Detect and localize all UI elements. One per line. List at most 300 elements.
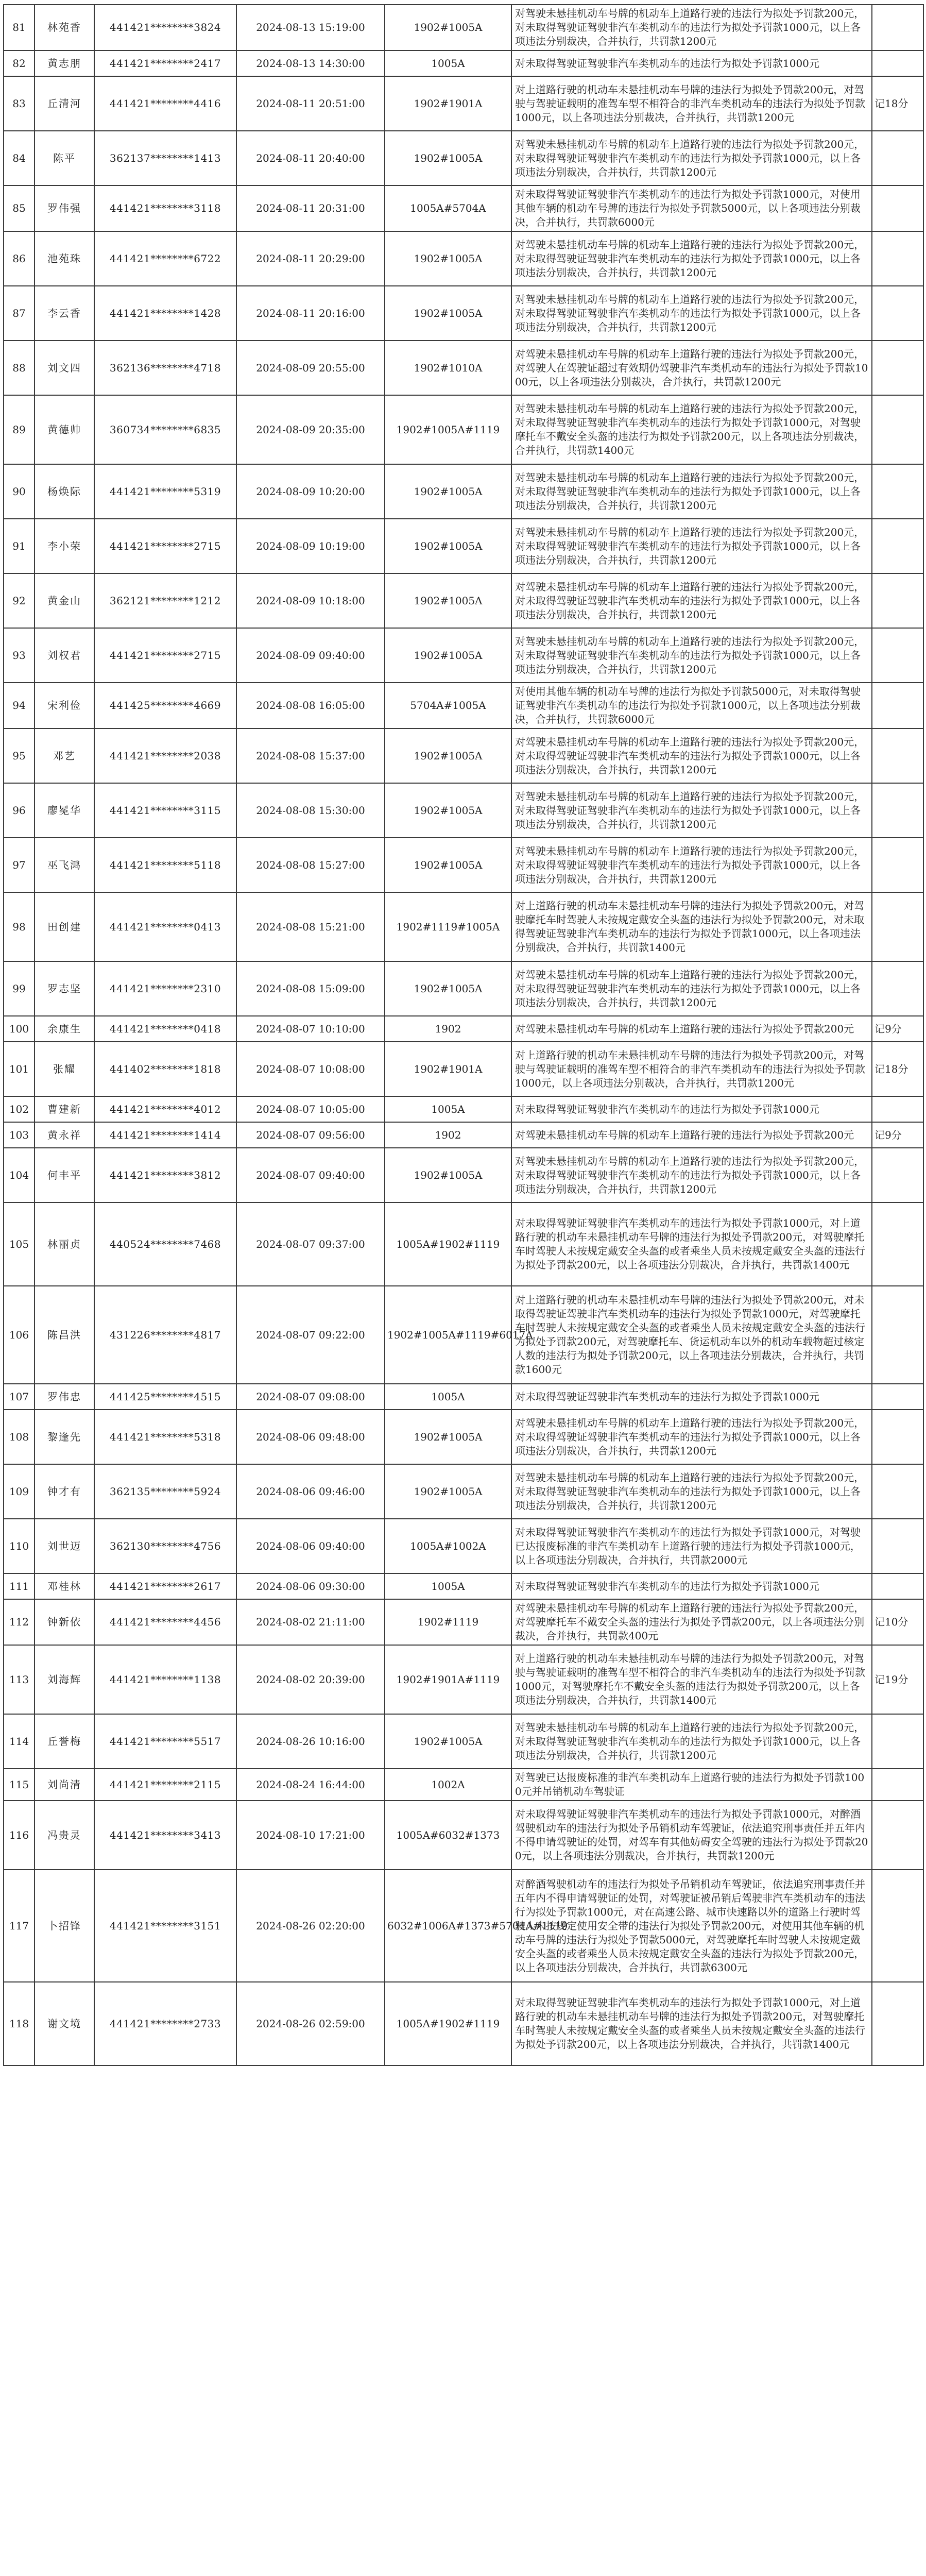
penalty-description: 对驾驶未悬挂机动车号牌的机动车上道路行驶的违法行为拟处予罚款200元，对未取得驾驶证驾驶非汽车类机动车的违法行为拟处予罚款1000元，以上各项违法分别裁决，合并执行，共罚款1200元 bbox=[511, 286, 872, 341]
table-row bbox=[4, 1519, 923, 1573]
record-number: 82 bbox=[4, 50, 35, 76]
person-name: 廖冕华 bbox=[35, 783, 94, 838]
table-row bbox=[4, 683, 923, 728]
id-number: 360734********6835 bbox=[94, 395, 236, 464]
records-body bbox=[4, 5, 923, 2065]
table-row bbox=[4, 1714, 923, 1769]
violation-code: 1902 bbox=[385, 1122, 511, 1148]
id-number: 441421********2715 bbox=[94, 628, 236, 683]
penalty-description: 对驾驶未悬挂机动车号牌的机动车上道路行驶的违法行为拟处予罚款200元，对未取得驾驶证驾驶非汽车类机动车的违法行为拟处予罚款1000元，以上各项违法分别裁决，合并执行，共罚款1200元 bbox=[511, 131, 872, 185]
penalty-description: 对驾驶未悬挂机动车号牌的机动车上道路行驶的违法行为拟处予罚款200元，对未取得驾驶证驾驶非汽车类机动车的违法行为拟处予罚款1000元，以上各项违法分别裁决，合并执行，共罚款1200元 bbox=[511, 231, 872, 286]
id-number: 441421********3115 bbox=[94, 783, 236, 838]
record-number: 84 bbox=[4, 131, 35, 185]
violation-time: 2024-08-07 09:37:00 bbox=[236, 1202, 385, 1286]
person-name: 罗伟强 bbox=[35, 185, 94, 231]
violation-time: 2024-08-02 20:39:00 bbox=[236, 1645, 385, 1714]
person-name: 刘文四 bbox=[35, 341, 94, 395]
violation-code: 1902 bbox=[385, 1016, 511, 1042]
violation-code: 1002A bbox=[385, 1769, 511, 1801]
points-note bbox=[872, 1384, 923, 1410]
violation-code: 1902#1005A bbox=[385, 838, 511, 892]
person-name: 钟才有 bbox=[35, 1464, 94, 1519]
id-number: 362135********5924 bbox=[94, 1464, 236, 1519]
penalty-description: 对驾驶未悬挂机动车号牌的机动车上道路行驶的违法行为拟处予罚款200元，对未取得驾驶证驾驶非汽车类机动车的违法行为拟处予罚款1000元，以上各项违法分别裁决，合并执行，共罚款1200元 bbox=[511, 838, 872, 892]
violation-code: 1902#1005A bbox=[385, 286, 511, 341]
violation-code: 1005A bbox=[385, 1384, 511, 1410]
penalty-description: 对上道路行驶的机动车未悬挂机动车号牌的违法行为拟处予罚款200元，对驾驶摩托车时驾驶人未按规定戴安全头盔的违法行为拟处予罚款200元，对未取得驾驶证驾驶非汽车类机动车的违法行为拟处予罚款1000元，以上各项违法分别裁决，合并执行，共罚款1400元 bbox=[511, 892, 872, 961]
record-number: 103 bbox=[4, 1122, 35, 1148]
penalty-description: 对未取得驾驶证驾驶非汽车类机动车的违法行为拟处予罚款1000元 bbox=[511, 1573, 872, 1599]
violation-time: 2024-08-26 02:59:00 bbox=[236, 1982, 385, 2065]
record-number: 96 bbox=[4, 783, 35, 838]
points-note bbox=[872, 1202, 923, 1286]
table-row bbox=[4, 464, 923, 519]
points-note bbox=[872, 464, 923, 519]
person-name: 黄金山 bbox=[35, 573, 94, 628]
points-note bbox=[872, 1769, 923, 1801]
record-number: 83 bbox=[4, 76, 35, 131]
violation-time: 2024-08-09 09:40:00 bbox=[236, 628, 385, 683]
id-number: 441421********1138 bbox=[94, 1645, 236, 1714]
table-row bbox=[4, 1202, 923, 1286]
person-name: 巫飞鸿 bbox=[35, 838, 94, 892]
table-row bbox=[4, 50, 923, 76]
points-note: 记19分 bbox=[872, 1645, 923, 1714]
table-row bbox=[4, 76, 923, 131]
points-note bbox=[872, 395, 923, 464]
record-number: 97 bbox=[4, 838, 35, 892]
violation-code: 1005A bbox=[385, 50, 511, 76]
table-row bbox=[4, 961, 923, 1016]
table-row bbox=[4, 892, 923, 961]
id-number: 441421********2733 bbox=[94, 1982, 236, 2065]
id-number: 441421********5517 bbox=[94, 1714, 236, 1769]
violation-code: 1902#1119#1005A bbox=[385, 892, 511, 961]
person-name: 宋利俭 bbox=[35, 683, 94, 728]
record-number: 114 bbox=[4, 1714, 35, 1769]
person-name: 黄德帅 bbox=[35, 395, 94, 464]
record-number: 99 bbox=[4, 961, 35, 1016]
record-number: 98 bbox=[4, 892, 35, 961]
person-name: 刘权君 bbox=[35, 628, 94, 683]
penalty-description: 对驾驶未悬挂机动车号牌的机动车上道路行驶的违法行为拟处予罚款200元，对未取得驾驶证驾驶非汽车类机动车的违法行为拟处予罚款1000元，以上各项违法分别裁决，合并执行，共罚款1200元 bbox=[511, 1714, 872, 1769]
id-number: 362130********4756 bbox=[94, 1519, 236, 1573]
record-number: 108 bbox=[4, 1410, 35, 1464]
id-number: 441421********5318 bbox=[94, 1410, 236, 1464]
table-row bbox=[4, 185, 923, 231]
violation-time: 2024-08-07 09:22:00 bbox=[236, 1286, 385, 1384]
person-name: 邓艺 bbox=[35, 728, 94, 783]
points-note bbox=[872, 5, 923, 50]
penalty-description: 对未取得驾驶证驾驶非汽车类机动车的违法行为拟处予罚款1000元，对驾驶已达报废标准的非汽车类机动车上道路行驶的违法行为拟处予罚款1000元，以上各项违法分别裁决，合并执行，共罚款2000元 bbox=[511, 1519, 872, 1573]
table-row bbox=[4, 838, 923, 892]
person-name: 黎逢先 bbox=[35, 1410, 94, 1464]
table-row bbox=[4, 1769, 923, 1801]
id-number: 441421********2417 bbox=[94, 50, 236, 76]
id-number: 441421********4456 bbox=[94, 1599, 236, 1645]
person-name: 张耀 bbox=[35, 1042, 94, 1096]
table-row bbox=[4, 1096, 923, 1122]
violation-code: 1005A#5704A bbox=[385, 185, 511, 231]
points-note bbox=[872, 1982, 923, 2065]
penalty-description: 对未取得驾驶证驾驶非汽车类机动车的违法行为拟处予罚款1000元，对上道路行驶的机动车未悬挂机动车号牌的违法行为拟处予罚款200元，对驾驶摩托车时驾驶人未按规定戴安全头盔的或者乘坐人员未按规定戴安全头盔的违法行为拟处予罚款200元，以上各项违法分别裁决，合并执行，共罚款1400元 bbox=[511, 1982, 872, 2065]
violation-code: 1902#1005A bbox=[385, 5, 511, 50]
penalty-description: 对驾驶未悬挂机动车号牌的机动车上道路行驶的违法行为拟处予罚款200元 bbox=[511, 1016, 872, 1042]
violation-time: 2024-08-26 02:20:00 bbox=[236, 1870, 385, 1982]
person-name: 李小荣 bbox=[35, 519, 94, 573]
violation-time: 2024-08-07 10:05:00 bbox=[236, 1096, 385, 1122]
points-note bbox=[872, 341, 923, 395]
record-number: 90 bbox=[4, 464, 35, 519]
id-number: 441421********1414 bbox=[94, 1122, 236, 1148]
id-number: 441425********4515 bbox=[94, 1384, 236, 1410]
points-note bbox=[872, 286, 923, 341]
points-note bbox=[872, 131, 923, 185]
penalty-description: 对驾驶未悬挂机动车号牌的机动车上道路行驶的违法行为拟处予罚款200元，对未取得驾驶证驾驶非汽车类机动车的违法行为拟处予罚款1000元，以上各项违法分别裁决，合并执行，共罚款1200元 bbox=[511, 961, 872, 1016]
penalty-description: 对上道路行驶的机动车未悬挂机动车号牌的违法行为拟处予罚款200元，对未取得驾驶证驾驶非汽车类机动车的违法行为拟处予罚款1000元，对驾驶摩托车时驾驶人未按规定戴安全头盔的或者乘坐人员未按规定戴安全头盔的违法行为拟处予罚款200元，对驾驶摩托车、货运机动车以外的机动车载物超过核定人数的违法行为拟处予罚款200元，以上各项违法分别裁决，合并执行，共罚款1600元 bbox=[511, 1286, 872, 1384]
points-note bbox=[872, 961, 923, 1016]
id-number: 441421********3118 bbox=[94, 185, 236, 231]
penalty-description: 对未取得驾驶证驾驶非汽车类机动车的违法行为拟处予罚款1000元，对醉酒驾驶机动车的违法行为拟处予吊销机动车驾驶证，依法追究刑事责任并五年内不得申请驾驶证的处罚，对驾车有其他妨碍安全驾驶的违法行为拟处予罚款200元，以上各项违法分别裁决，合并执行，共罚款1200元 bbox=[511, 1801, 872, 1870]
violation-code: 1902#1005A bbox=[385, 728, 511, 783]
penalty-description: 对未取得驾驶证驾驶非汽车类机动车的违法行为拟处予罚款1000元 bbox=[511, 50, 872, 76]
violation-time: 2024-08-09 20:35:00 bbox=[236, 395, 385, 464]
id-number: 362121********1212 bbox=[94, 573, 236, 628]
person-name: 李云香 bbox=[35, 286, 94, 341]
record-number: 117 bbox=[4, 1870, 35, 1982]
id-number: 441421********3824 bbox=[94, 5, 236, 50]
record-number: 94 bbox=[4, 683, 35, 728]
violation-code: 1902#1005A bbox=[385, 1410, 511, 1464]
record-number: 110 bbox=[4, 1519, 35, 1573]
person-name: 罗伟忠 bbox=[35, 1384, 94, 1410]
record-number: 95 bbox=[4, 728, 35, 783]
record-number: 89 bbox=[4, 395, 35, 464]
table-row bbox=[4, 1573, 923, 1599]
violation-time: 2024-08-11 20:16:00 bbox=[236, 286, 385, 341]
penalty-description: 对驾驶未悬挂机动车号牌的机动车上道路行驶的违法行为拟处予罚款200元，对未取得驾驶证驾驶非汽车类机动车的违法行为拟处予罚款1000元，以上各项违法分别裁决，合并执行，共罚款1200元 bbox=[511, 1410, 872, 1464]
table-row bbox=[4, 628, 923, 683]
points-note bbox=[872, 683, 923, 728]
table-row bbox=[4, 395, 923, 464]
penalty-description: 对驾驶未悬挂机动车号牌的机动车上道路行驶的违法行为拟处予罚款200元，对未取得驾驶证驾驶非汽车类机动车的违法行为拟处予罚款1000元，以上各项违法分别裁决，合并执行，共罚款1200元 bbox=[511, 728, 872, 783]
id-number: 441421********0418 bbox=[94, 1016, 236, 1042]
points-note bbox=[872, 231, 923, 286]
table-row bbox=[4, 783, 923, 838]
person-name: 田创建 bbox=[35, 892, 94, 961]
person-name: 罗志坚 bbox=[35, 961, 94, 1016]
violation-time: 2024-08-08 15:21:00 bbox=[236, 892, 385, 961]
person-name: 黄志朋 bbox=[35, 50, 94, 76]
penalty-description: 对使用其他车辆的机动车号牌的违法行为拟处予罚款5000元，对未取得驾驶证驾驶非汽车类机动车的违法行为拟处予罚款1000元，以上各项违法分别裁决，合并执行，共罚款6000元 bbox=[511, 683, 872, 728]
person-name: 何丰平 bbox=[35, 1148, 94, 1202]
violation-code: 1902#1901A bbox=[385, 76, 511, 131]
penalty-description: 对上道路行驶的机动车未悬挂机动车号牌的违法行为拟处予罚款200元，对驾驶与驾驶证载明的准驾车型不相符合的非汽车类机动车的违法行为拟处予罚款1000元，对驾驶摩托车不戴安全头盔的违法行为拟处予罚款200元，以上各项违法分别裁决，合并执行，共罚款1400元 bbox=[511, 1645, 872, 1714]
id-number: 441421********4012 bbox=[94, 1096, 236, 1122]
table-row bbox=[4, 519, 923, 573]
table-row bbox=[4, 1645, 923, 1714]
table-row bbox=[4, 1286, 923, 1384]
violation-time: 2024-08-06 09:30:00 bbox=[236, 1573, 385, 1599]
penalty-description: 对驾驶未悬挂机动车号牌的机动车上道路行驶的违法行为拟处予罚款200元，对未取得驾驶证驾驶非汽车类机动车的违法行为拟处予罚款1000元，以上各项违法分别裁决，合并执行，共罚款1200元 bbox=[511, 464, 872, 519]
person-name: 丘清河 bbox=[35, 76, 94, 131]
person-name: 林丽贞 bbox=[35, 1202, 94, 1286]
penalty-description: 对驾驶未悬挂机动车号牌的机动车上道路行驶的违法行为拟处予罚款200元，对未取得驾驶证驾驶非汽车类机动车的违法行为拟处予罚款1000元，对驾驶摩托车不戴安全头盔的违法行为拟处予罚款200元，以上各项违法分别裁决，合并执行，共罚款1400元 bbox=[511, 395, 872, 464]
violation-time: 2024-08-13 14:30:00 bbox=[236, 50, 385, 76]
record-number: 85 bbox=[4, 185, 35, 231]
points-note bbox=[872, 1801, 923, 1870]
id-number: 441421********3413 bbox=[94, 1801, 236, 1870]
violation-time: 2024-08-11 20:51:00 bbox=[236, 76, 385, 131]
record-number: 116 bbox=[4, 1801, 35, 1870]
record-number: 81 bbox=[4, 5, 35, 50]
id-number: 441425********4669 bbox=[94, 683, 236, 728]
id-number: 441421********2038 bbox=[94, 728, 236, 783]
violation-time: 2024-08-07 09:56:00 bbox=[236, 1122, 385, 1148]
violation-code: 1902#1005A#1119#6017A bbox=[385, 1286, 511, 1384]
record-number: 88 bbox=[4, 341, 35, 395]
table-row bbox=[4, 1410, 923, 1464]
points-note: 记10分 bbox=[872, 1599, 923, 1645]
id-number: 362136********4718 bbox=[94, 341, 236, 395]
violation-records-table bbox=[3, 4, 924, 2066]
id-number: 441421********2715 bbox=[94, 519, 236, 573]
violation-time: 2024-08-24 16:44:00 bbox=[236, 1769, 385, 1801]
table-row bbox=[4, 1148, 923, 1202]
penalty-description: 对未取得驾驶证驾驶非汽车类机动车的违法行为拟处予罚款1000元，对使用其他车辆的机动车号牌的违法行为拟处予罚款5000元，以上各项违法分别裁决，合并执行，共罚款6000元 bbox=[511, 185, 872, 231]
points-note bbox=[872, 1096, 923, 1122]
violation-code: 1902#1005A bbox=[385, 464, 511, 519]
record-number: 109 bbox=[4, 1464, 35, 1519]
id-number: 441421********3812 bbox=[94, 1148, 236, 1202]
table-row bbox=[4, 573, 923, 628]
penalty-description: 对驾驶未悬挂机动车号牌的机动车上道路行驶的违法行为拟处予罚款200元，对未取得驾驶证驾驶非汽车类机动车的违法行为拟处予罚款1000元，以上各项违法分别裁决，合并执行，共罚款1200元 bbox=[511, 5, 872, 50]
points-note bbox=[872, 185, 923, 231]
record-number: 115 bbox=[4, 1769, 35, 1801]
violation-code: 1902#1005A bbox=[385, 961, 511, 1016]
person-name: 陈平 bbox=[35, 131, 94, 185]
person-name: 刘世迈 bbox=[35, 1519, 94, 1573]
penalty-description: 对驾驶未悬挂机动车号牌的机动车上道路行驶的违法行为拟处予罚款200元，对驾驶摩托车不戴安全头盔的违法行为拟处予罚款200元，以上各项违法分别裁决，合并执行，共罚款400元 bbox=[511, 1599, 872, 1645]
person-name: 林苑香 bbox=[35, 5, 94, 50]
violation-code: 1902#1005A bbox=[385, 519, 511, 573]
record-number: 104 bbox=[4, 1148, 35, 1202]
points-note bbox=[872, 573, 923, 628]
table-row bbox=[4, 131, 923, 185]
violation-time: 2024-08-09 20:55:00 bbox=[236, 341, 385, 395]
id-number: 441421********2310 bbox=[94, 961, 236, 1016]
points-note bbox=[872, 1519, 923, 1573]
violation-time: 2024-08-09 10:18:00 bbox=[236, 573, 385, 628]
record-number: 118 bbox=[4, 1982, 35, 2065]
violation-time: 2024-08-26 10:16:00 bbox=[236, 1714, 385, 1769]
violation-time: 2024-08-02 21:11:00 bbox=[236, 1599, 385, 1645]
penalty-description: 对驾驶未悬挂机动车号牌的机动车上道路行驶的违法行为拟处予罚款200元，对未取得驾驶证驾驶非汽车类机动车的违法行为拟处予罚款1000元，以上各项违法分别裁决，合并执行，共罚款1200元 bbox=[511, 1148, 872, 1202]
table-row bbox=[4, 1599, 923, 1645]
violation-time: 2024-08-06 09:48:00 bbox=[236, 1410, 385, 1464]
violation-code: 1902#1005A bbox=[385, 1714, 511, 1769]
penalty-description: 对未取得驾驶证驾驶非汽车类机动车的违法行为拟处予罚款1000元 bbox=[511, 1384, 872, 1410]
violation-code: 1902#1005A bbox=[385, 628, 511, 683]
points-note: 记9分 bbox=[872, 1016, 923, 1042]
id-number: 441421********0413 bbox=[94, 892, 236, 961]
record-number: 93 bbox=[4, 628, 35, 683]
table-row bbox=[4, 5, 923, 50]
person-name: 冯贵灵 bbox=[35, 1801, 94, 1870]
violation-code: 1005A#6032#1373 bbox=[385, 1801, 511, 1870]
points-note bbox=[872, 892, 923, 961]
table-row bbox=[4, 1042, 923, 1096]
id-number: 441402********1818 bbox=[94, 1042, 236, 1096]
points-note: 记18分 bbox=[872, 76, 923, 131]
penalty-description: 对驾驶未悬挂机动车号牌的机动车上道路行驶的违法行为拟处予罚款200元，对未取得驾驶证驾驶非汽车类机动车的违法行为拟处予罚款1000元，以上各项违法分别裁决，合并执行，共罚款1200元 bbox=[511, 573, 872, 628]
violation-code: 1005A#1902#1119 bbox=[385, 1982, 511, 2065]
violation-time: 2024-08-08 16:05:00 bbox=[236, 683, 385, 728]
table-row bbox=[4, 1016, 923, 1042]
id-number: 440524********7468 bbox=[94, 1202, 236, 1286]
penalty-description: 对驾驶未悬挂机动车号牌的机动车上道路行驶的违法行为拟处予罚款200元，对未取得驾驶证驾驶非汽车类机动车的违法行为拟处予罚款1000元，以上各项违法分别裁决，合并执行，共罚款1200元 bbox=[511, 783, 872, 838]
penalty-description: 对醉酒驾驶机动车的违法行为拟处予吊销机动车驾驶证，依法追究刑事责任并五年内不得申请驾驶证的处罚，对驾驶证被吊销后驾驶非汽车类机动车的违法行为拟处予罚款1000元，对在高速公路、城市快速路以外的道路上行驶时驾驶人未按规定使用安全带的违法行为拟处予罚款200元，对使用其他车辆的机动车号牌的违法行为拟处予罚款5000元，对驾驶摩托车时驾驶人未按规定戴安全头盔的或者乘坐人员未按规定戴安全头盔的违法行为拟处予罚款200元，以上各项违法分别裁决，合并执行，共罚款6300元 bbox=[511, 1870, 872, 1982]
violation-time: 2024-08-08 15:37:00 bbox=[236, 728, 385, 783]
violation-code: 1902#1005A bbox=[385, 131, 511, 185]
id-number: 441421********6722 bbox=[94, 231, 236, 286]
record-number: 87 bbox=[4, 286, 35, 341]
violation-time: 2024-08-09 10:19:00 bbox=[236, 519, 385, 573]
table-row bbox=[4, 1982, 923, 2065]
table-row bbox=[4, 728, 923, 783]
violation-code: 1902#1901A bbox=[385, 1042, 511, 1096]
violation-code: 1005A#1002A bbox=[385, 1519, 511, 1573]
violation-time: 2024-08-06 09:46:00 bbox=[236, 1464, 385, 1519]
violation-time: 2024-08-08 15:30:00 bbox=[236, 783, 385, 838]
violation-time: 2024-08-06 09:40:00 bbox=[236, 1519, 385, 1573]
violation-time: 2024-08-09 10:20:00 bbox=[236, 464, 385, 519]
table-row bbox=[4, 231, 923, 286]
points-note bbox=[872, 50, 923, 76]
violation-time: 2024-08-11 20:40:00 bbox=[236, 131, 385, 185]
id-number: 441421********2115 bbox=[94, 1769, 236, 1801]
violation-time: 2024-08-08 15:27:00 bbox=[236, 838, 385, 892]
person-name: 杨焕际 bbox=[35, 464, 94, 519]
record-number: 105 bbox=[4, 1202, 35, 1286]
table-row bbox=[4, 1384, 923, 1410]
violation-time: 2024-08-07 09:08:00 bbox=[236, 1384, 385, 1410]
points-note: 记9分 bbox=[872, 1122, 923, 1148]
record-number: 100 bbox=[4, 1016, 35, 1042]
points-note bbox=[872, 1410, 923, 1464]
violation-code: 1005A bbox=[385, 1573, 511, 1599]
person-name: 曹建新 bbox=[35, 1096, 94, 1122]
violation-code: 1902#1005A bbox=[385, 1464, 511, 1519]
table-row bbox=[4, 1870, 923, 1982]
violation-code: 1902#1005A bbox=[385, 231, 511, 286]
person-name: 陈昌洪 bbox=[35, 1286, 94, 1384]
points-note bbox=[872, 1148, 923, 1202]
table-row bbox=[4, 1122, 923, 1148]
record-number: 111 bbox=[4, 1573, 35, 1599]
person-name: 邓桂林 bbox=[35, 1573, 94, 1599]
points-note bbox=[872, 1464, 923, 1519]
table-row bbox=[4, 341, 923, 395]
table-row bbox=[4, 1464, 923, 1519]
violation-code: 1902#1005A#1119 bbox=[385, 395, 511, 464]
id-number: 431226********4817 bbox=[94, 1286, 236, 1384]
id-number: 441421********5118 bbox=[94, 838, 236, 892]
id-number: 441421********1428 bbox=[94, 286, 236, 341]
person-name: 丘誉梅 bbox=[35, 1714, 94, 1769]
person-name: 谢文境 bbox=[35, 1982, 94, 2065]
points-note bbox=[872, 1286, 923, 1384]
violation-code: 1902#1005A bbox=[385, 573, 511, 628]
violation-time: 2024-08-07 09:40:00 bbox=[236, 1148, 385, 1202]
violation-code: 1005A bbox=[385, 1096, 511, 1122]
record-number: 102 bbox=[4, 1096, 35, 1122]
penalty-description: 对驾驶未悬挂机动车号牌的机动车上道路行驶的违法行为拟处予罚款200元，对驾驶人在驾驶证超过有效期仍驾驶非汽车类机动车的违法行为拟处予罚款1000元，以上各项违法分别裁决，合并执行，共罚款1200元 bbox=[511, 341, 872, 395]
id-number: 441421********3151 bbox=[94, 1870, 236, 1982]
points-note: 记18分 bbox=[872, 1042, 923, 1096]
penalty-description: 对未取得驾驶证驾驶非汽车类机动车的违法行为拟处予罚款1000元 bbox=[511, 1096, 872, 1122]
points-note bbox=[872, 628, 923, 683]
violation-code: 1902#1005A bbox=[385, 783, 511, 838]
person-name: 池苑珠 bbox=[35, 231, 94, 286]
violation-time: 2024-08-07 10:08:00 bbox=[236, 1042, 385, 1096]
violation-code: 1902#1005A bbox=[385, 1148, 511, 1202]
table-row bbox=[4, 286, 923, 341]
id-number: 362137********1413 bbox=[94, 131, 236, 185]
points-note bbox=[872, 1714, 923, 1769]
violation-time: 2024-08-08 15:09:00 bbox=[236, 961, 385, 1016]
violation-code: 6032#1006A#1373#5704A#1119 bbox=[385, 1870, 511, 1982]
person-name: 刘尚清 bbox=[35, 1769, 94, 1801]
person-name: 黄永祥 bbox=[35, 1122, 94, 1148]
penalty-description: 对驾驶未悬挂机动车号牌的机动车上道路行驶的违法行为拟处予罚款200元，对未取得驾驶证驾驶非汽车类机动车的违法行为拟处予罚款1000元，以上各项违法分别裁决，合并执行，共罚款1200元 bbox=[511, 628, 872, 683]
record-number: 107 bbox=[4, 1384, 35, 1410]
id-number: 441421********4416 bbox=[94, 76, 236, 131]
id-number: 441421********5319 bbox=[94, 464, 236, 519]
violation-code: 5704A#1005A bbox=[385, 683, 511, 728]
penalty-description: 对上道路行驶的机动车未悬挂机动车号牌的违法行为拟处予罚款200元，对驾驶与驾驶证载明的准驾车型不相符合的非汽车类机动车的违法行为拟处予罚款1000元，以上各项违法分别裁决，合并执行，共罚款1200元 bbox=[511, 76, 872, 131]
person-name: 刘海辉 bbox=[35, 1645, 94, 1714]
points-note bbox=[872, 838, 923, 892]
violation-code: 1902#1901A#1119 bbox=[385, 1645, 511, 1714]
record-number: 92 bbox=[4, 573, 35, 628]
table-row bbox=[4, 1801, 923, 1870]
points-note bbox=[872, 519, 923, 573]
record-number: 106 bbox=[4, 1286, 35, 1384]
violation-code: 1005A#1902#1119 bbox=[385, 1202, 511, 1286]
penalty-description: 对上道路行驶的机动车未悬挂机动车号牌的违法行为拟处予罚款200元，对驾驶与驾驶证载明的准驾车型不相符合的非汽车类机动车的违法行为拟处予罚款1000元，以上各项违法分别裁决，合并执行，共罚款1200元 bbox=[511, 1042, 872, 1096]
points-note bbox=[872, 728, 923, 783]
penalty-description: 对驾驶未悬挂机动车号牌的机动车上道路行驶的违法行为拟处予罚款200元，对未取得驾驶证驾驶非汽车类机动车的违法行为拟处予罚款1000元，以上各项违法分别裁决，合并执行，共罚款1200元 bbox=[511, 519, 872, 573]
penalty-description: 对未取得驾驶证驾驶非汽车类机动车的违法行为拟处予罚款1000元，对上道路行驶的机动车未悬挂机动车号牌的违法行为拟处予罚款200元，对驾驶摩托车时驾驶人未按规定戴安全头盔的或者乘坐人员未按规定戴安全头盔的违法行为拟处予罚款200元，以上各项违法分别裁决，合并执行，共罚款1400元 bbox=[511, 1202, 872, 1286]
violation-time: 2024-08-13 15:19:00 bbox=[236, 5, 385, 50]
penalty-description: 对驾驶已达报废标准的非汽车类机动车上道路行驶的违法行为拟处予罚款1000元并吊销机动车驾驶证 bbox=[511, 1769, 872, 1801]
violation-code: 1902#1119 bbox=[385, 1599, 511, 1645]
points-note bbox=[872, 1573, 923, 1599]
record-number: 91 bbox=[4, 519, 35, 573]
violation-time: 2024-08-11 20:31:00 bbox=[236, 185, 385, 231]
violation-time: 2024-08-07 10:10:00 bbox=[236, 1016, 385, 1042]
points-note bbox=[872, 783, 923, 838]
record-number: 113 bbox=[4, 1645, 35, 1714]
penalty-description: 对驾驶未悬挂机动车号牌的机动车上道路行驶的违法行为拟处予罚款200元 bbox=[511, 1122, 872, 1148]
points-note bbox=[872, 1870, 923, 1982]
person-name: 钟新依 bbox=[35, 1599, 94, 1645]
record-number: 101 bbox=[4, 1042, 35, 1096]
person-name: 余康生 bbox=[35, 1016, 94, 1042]
penalty-description: 对驾驶未悬挂机动车号牌的机动车上道路行驶的违法行为拟处予罚款200元，对未取得驾驶证驾驶非汽车类机动车的违法行为拟处予罚款1000元，以上各项违法分别裁决，合并执行，共罚款1200元 bbox=[511, 1464, 872, 1519]
record-number: 112 bbox=[4, 1599, 35, 1645]
